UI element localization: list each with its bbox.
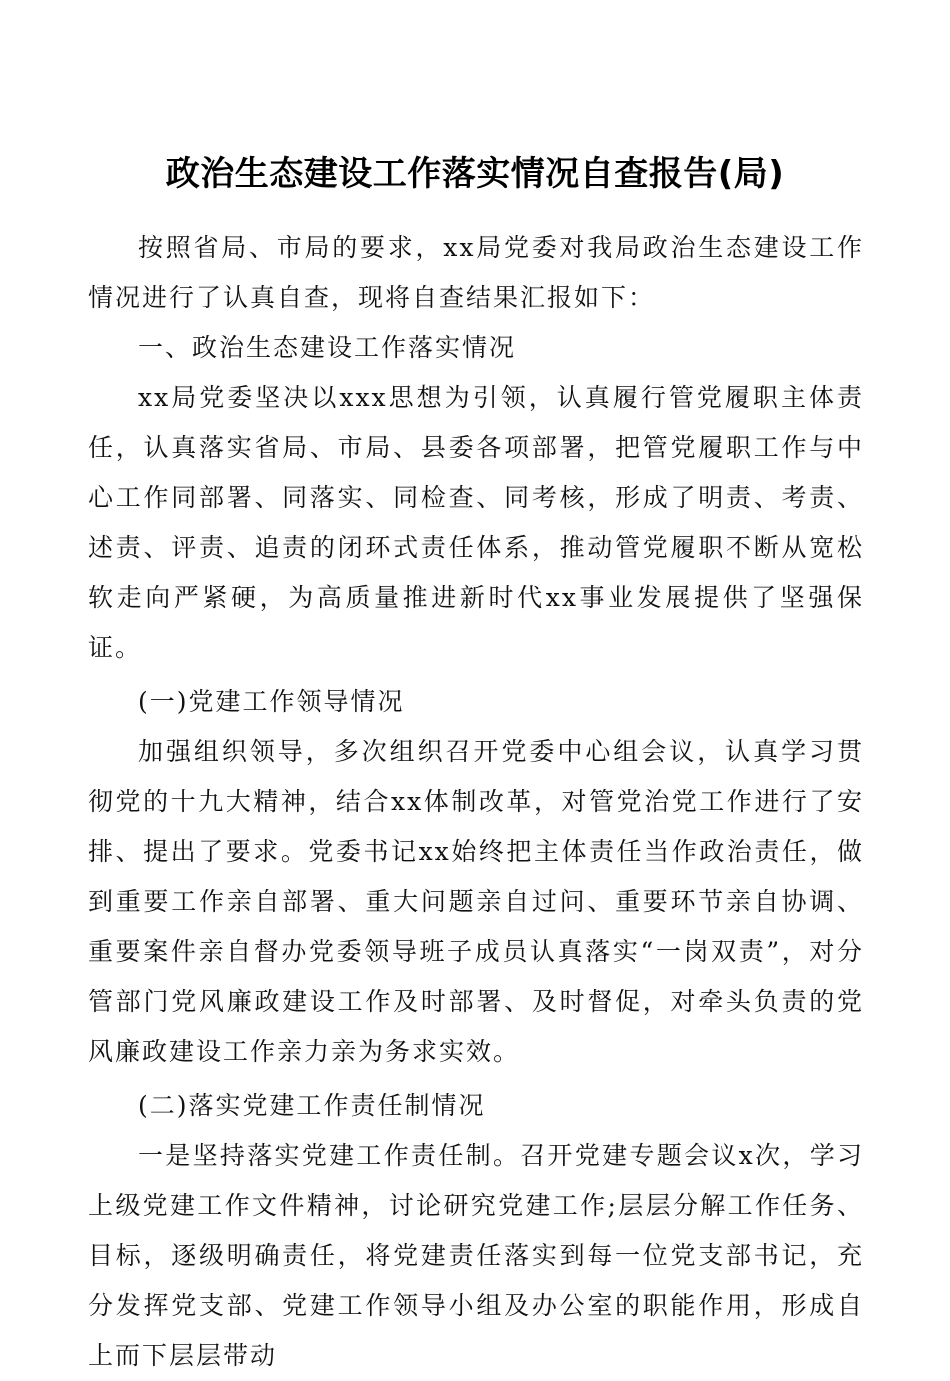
body-paragraph: xx局党委坚决以xxx思想为引领，认真履行管党履职主体责任，认真落实省局、市局、县委各项部署，把管党履职工作与中心工作同部署、同落实、同检查、同考核，形成了明责、考责、述责、评责、追责的闭环式责任体系，推动管党履职不断从宽松软走向严紧硬，为高质量推进新时代xx事业发展提供了坚强保证。 [88,383,864,662]
section-heading-1: 一、政治生态建设工作落实情况 [138,333,517,362]
body-paragraph: 一是坚持落实党建工作责任制。召开党建专题会议x次，学习上级党建工作文件精神，讨论研究党建工作;层层分解工作任务、目标，逐级明确责任，将党建责任落实到每一位党支部书记，充分发挥党支部、党建工作领导小组及办公室的职能作用，形成自上而下层层带动 [88,1141,864,1370]
document-title: 政治生态建设工作落实情况自查报告(局) [165,154,785,194]
subsection-heading-1: (一)党建工作领导情况 [138,687,405,716]
body-paragraph: 加强组织领导，多次组织召开党委中心组会议，认真学习贯彻党的十九大精神，结合xx体制改革，对管党治党工作进行了安排、提出了要求。党委书记xx始终把主体责任当作政治责任，做到重要工作亲自部署、重大问题亲自过问、重要环节亲自协调、重要案件亲自督办党委领导班子成员认真落实“一岗双责”，对分管部门党风廉政建设工作及时部署、及时督促，对牵头负责的党风廉政建设工作亲力亲为务求实效。 [88,737,864,1066]
intro-paragraph: 按照省局、市局的要求，xx局党委对我局政治生态建设工作情况进行了认真自查，现将自查结果汇报如下： [88,233,864,312]
document-body [88,223,864,1381]
subsection-heading-2: (二)落实党建工作责任制情况 [138,1091,486,1120]
